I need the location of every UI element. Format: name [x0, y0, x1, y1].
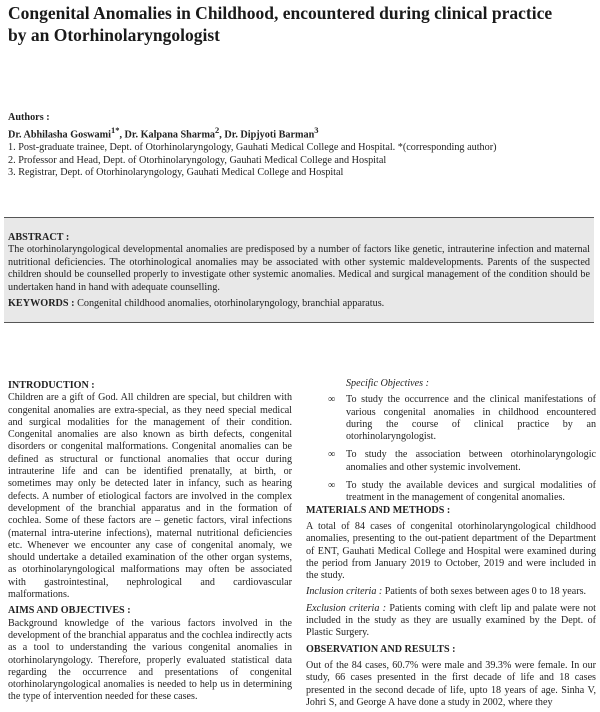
results-heading: OBSERVATION AND RESULTS :	[306, 643, 456, 655]
objective-text: To study the association between otorhinolaryngologic anomalies and other systemic involvement.	[346, 449, 596, 473]
author-1-sup: 1*	[110, 125, 120, 136]
left-column	[8, 380, 292, 704]
objective-text: To study the occurrence and the clinical manifestations of various congenital anomalies in childhood encountered during the course of clinical practice by an otorhinolaryngologist.	[346, 394, 596, 443]
keywords-label: KEYWORDS :	[8, 298, 75, 310]
abstract-text: The otorhinolaryngological developmental anomalies are predisposed by a number of factors like genetic, intrauterine infection and maternal nutritional deficiencies. The otorhinological anomalies may be associated with other systemic maldevelopments. Parents of the suspected children should be counselled properly to investigate other systemic anomalies. Medical and surgical management of the condition should be undertaken hand in hand with adequate counselling.	[8, 244, 590, 293]
objective-text: To study the available devices and surgical modalities of treatment in the management of congenital anomalies.	[346, 480, 596, 504]
results-text: Out of the 84 cases, 60.7% were male and 39.3% were female. In our study, 66 cases presented in the first decade of life and 18 cases presented in the second decade of life, upto 18 years of age. Sinha V, Johri S, and George A have done a study in 2002, where they	[306, 659, 596, 708]
exclusion-criteria	[306, 603, 596, 640]
objective-item	[306, 449, 596, 474]
infinity-bullet-icon: ∞	[328, 480, 336, 492]
aims-text: Background knowledge of the various factors involved in the development of the branchial apparatus and the cochlea indirectly acts as a tool to understanding the various congenital anomalies in otorhinolaryngology. Therefore, properly evaluated statistical data regarding the occurrence and presentations of congenital otorhinolaryngological anomalies is needed to help us in determining the type of intervention needed for these cases.	[8, 617, 292, 703]
author-1: Dr. Abhilasha Goswami	[8, 129, 111, 141]
paper-title: Congenital Anomalies in Childhood, encountered during clinical practice by an Otorhinolaryngologist	[8, 3, 553, 45]
inclusion-text: Patients of both sexes between ages 0 to 18 years.	[384, 586, 587, 598]
introduction-text: Children are a gift of God. All children are special, but children with congenital anomalies are extra-special, as they need special medical and surgical modalities for the management of their condition. Congenital anomalies are also known as birth defects, congenital disorders or congenital malformations. Congenital anomalies can be defined as structural or functional anomalies that occur during intrauterine life and can be identified prenatally, at birth, or sometimes may only be detected later in infancy, such as hearing defects. A number of etiological factors are involved in the complex development of the branchial apparatus and in the formation of cochlea. Some of these factors are – genetic factors, viral infections (maternal intra-uterine infections), maternal nutritional deficiencies etc. Whenever we encounter any case of congenital anomaly, we should undertake a detailed examination of the other organ systems, as otorhinolaryngological malformations may often be associated with gastrointestinal, nephrological and cardiovascular malformations.	[8, 392, 292, 601]
author-3-sup: 3	[314, 125, 319, 136]
author-2-sup: 2	[215, 125, 220, 136]
authors-block	[8, 112, 593, 179]
abstract-heading: ABSTRACT :	[8, 232, 70, 243]
inclusion-label: Inclusion criteria :	[306, 586, 383, 598]
objective-item	[306, 394, 596, 443]
affiliation-2: 2. Professor and Head, Dept. of Otorhinolaryngology, Gauhati Medical College and Hospital	[8, 154, 387, 166]
authors-heading: Authors :	[8, 112, 50, 123]
author-names: Dr. Abhilasha Goswami$^{1*}$, Dr. Kalpana Sharma$^2$, Dr. Dipjyoti Barman$^3$	[8, 125, 319, 141]
keywords-text: Congenital childhood anomalies, otorhinolaryngology, branchial apparatus.	[77, 298, 385, 310]
author-3: Dr. Dipjyoti Barman	[224, 129, 315, 141]
specific-objectives-heading: Specific Objectives :	[346, 378, 429, 389]
infinity-bullet-icon: ∞	[328, 394, 336, 406]
inclusion-criteria	[306, 586, 596, 598]
introduction-heading: INTRODUCTION :	[8, 380, 95, 391]
aims-heading: AIMS AND OBJECTIVES :	[8, 605, 131, 617]
infinity-bullet-icon: ∞	[328, 449, 336, 461]
methods-heading: MATERIALS AND METHODS :	[306, 504, 451, 516]
exclusion-label: Exclusion criteria :	[306, 602, 387, 614]
exclusion-text: Patients coming with cleft lip and palate were not included in the study as they are usually examined by the Dept. of Plastic Surgery.	[306, 602, 596, 639]
keywords-line	[8, 298, 590, 310]
abstract-box	[4, 217, 594, 323]
affiliation-3: 3. Registrar, Dept. of Otorhinolaryngology, Gauhati Medical College and Hospital	[8, 167, 344, 179]
right-column	[306, 380, 596, 709]
affiliation-1: 1. Post-graduate trainee, Dept. of Otorhinolaryngology, Gauhati Medical College and Hospital. *(corresponding author)	[8, 142, 497, 154]
methods-text: A total of 84 cases of congenital otorhinolaryngological childhood anomalies, presenting to the out-patient department of the Department of ENT, Gauhati Medical College and Hospital were examined during the period from January 2019 to October, 2019 and were included in the study.	[306, 520, 596, 582]
objective-item	[306, 480, 596, 505]
author-2: Dr. Kalpana Sharma	[124, 129, 216, 141]
